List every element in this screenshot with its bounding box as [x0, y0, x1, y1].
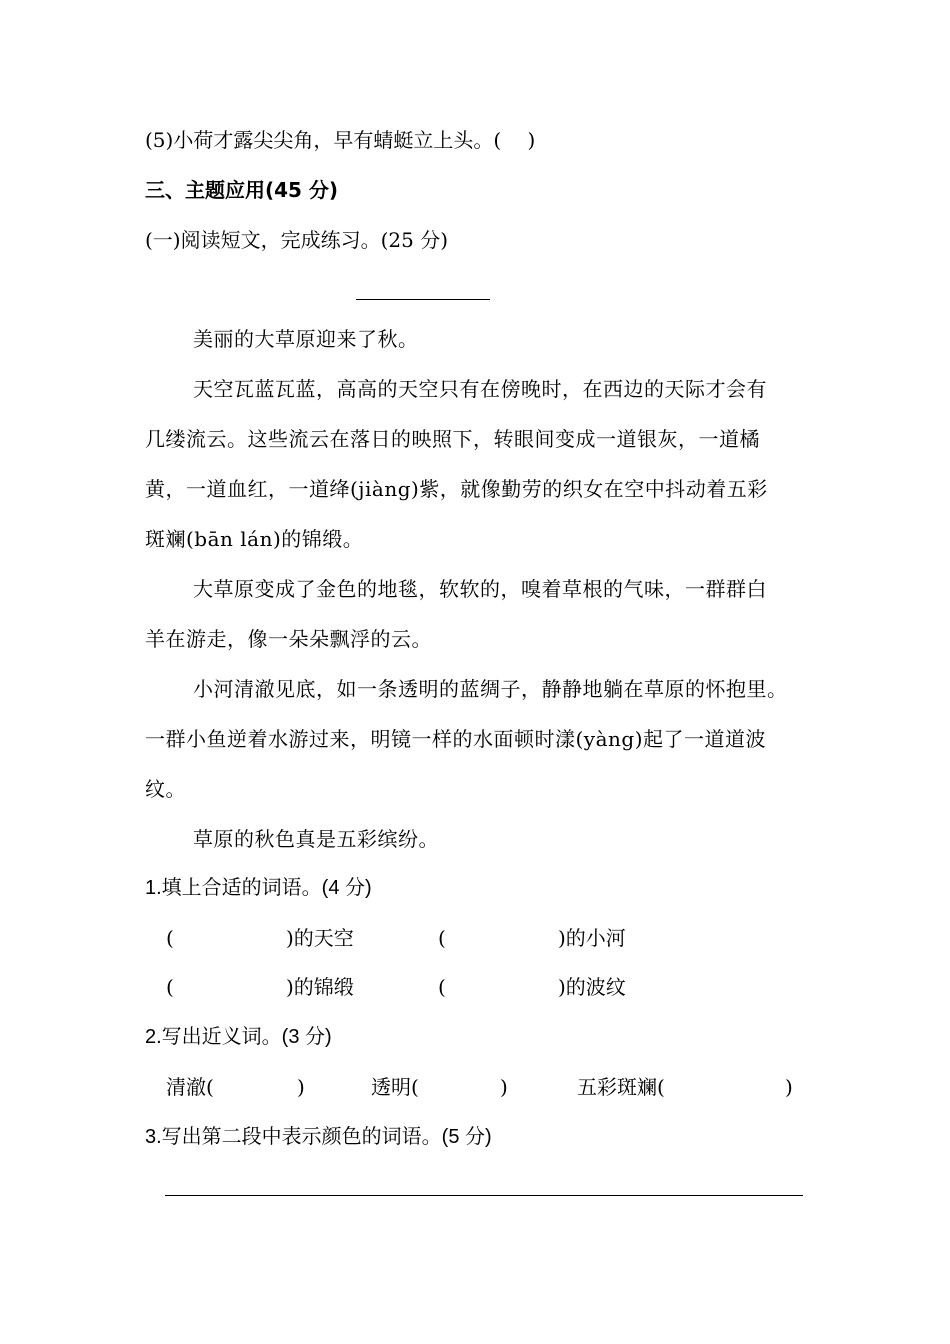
- q1-paren-open-4: (: [438, 975, 446, 999]
- part-1-title: (一)阅读短文，完成练习。(25 分): [145, 228, 449, 252]
- q2-word-colorful: 五彩斑斓(: [577, 1075, 665, 1099]
- q1-paren-open-2: (: [438, 926, 446, 950]
- passage-paragraph-3-line-1: 大草原变成了金色的地毯，软软的，嗅着草根的气味，一群群白: [193, 577, 767, 601]
- question-5: (5)小荷才露尖尖角，早有蜻蜓立上头。( ): [145, 128, 536, 152]
- q2-paren-close-2: ): [500, 1075, 508, 1099]
- passage-paragraph-2-line-3: 黄，一道血红，一道绛(jiàng)紫，就像勤劳的织女在空中抖动着五彩: [145, 477, 768, 501]
- q2-word-transparent: 透明(: [371, 1075, 419, 1099]
- q1-answer-ripple: )的波纹: [558, 975, 626, 999]
- passage-paragraph-3-line-2: 羊在游走，像一朵朵飘浮的云。: [145, 627, 432, 651]
- q1-answer-brocade: )的锦缎: [286, 975, 354, 999]
- question-1-title: 1.填上合适的词语。(4 分): [145, 877, 372, 899]
- q1-answer-river: )的小河: [558, 926, 626, 950]
- question-3-title: 3.写出第二段中表示颜色的词语。(5 分): [145, 1126, 492, 1148]
- q2-word-clear: 清澈(: [166, 1075, 214, 1099]
- passage-paragraph-2-line-1: 天空瓦蓝瓦蓝，高高的天空只有在傍晚时，在西边的天际才会有: [193, 377, 767, 401]
- passage-paragraph-2-line-2: 几缕流云。这些流云在落日的映照下，转眼间变成一道银灰，一道橘: [145, 427, 760, 451]
- q2-paren-close-1: ): [297, 1075, 305, 1099]
- passage-paragraph-5: 草原的秋色真是五彩缤纷。: [193, 827, 439, 851]
- question-2-title: 2.写出近义词。(3 分): [145, 1026, 332, 1048]
- passage-paragraph-4-line-1: 小河清澈见底，如一条透明的蓝绸子，静静地躺在草原的怀抱里。: [193, 677, 788, 701]
- passage-paragraph-2-line-4: 斑斓(bān lán)的锦缎。: [145, 527, 364, 551]
- q3-answer-line: [165, 1195, 803, 1196]
- passage-paragraph-1: 美丽的大草原迎来了秋。: [193, 327, 419, 351]
- q2-paren-close-3: ): [785, 1075, 793, 1099]
- q1-paren-open-1: (: [166, 926, 174, 950]
- q1-answer-sky: )的天空: [286, 926, 354, 950]
- passage-paragraph-4-line-2: 一群小鱼逆着水游过来，明镜一样的水面顿时漾(yàng)起了一道道波: [145, 727, 767, 751]
- passage-paragraph-4-line-3: 纹。: [145, 777, 186, 801]
- section-3-title: 三、主题应用(45 分): [145, 178, 339, 202]
- q1-paren-open-3: (: [166, 975, 174, 999]
- passage-title-blank: [356, 299, 490, 300]
